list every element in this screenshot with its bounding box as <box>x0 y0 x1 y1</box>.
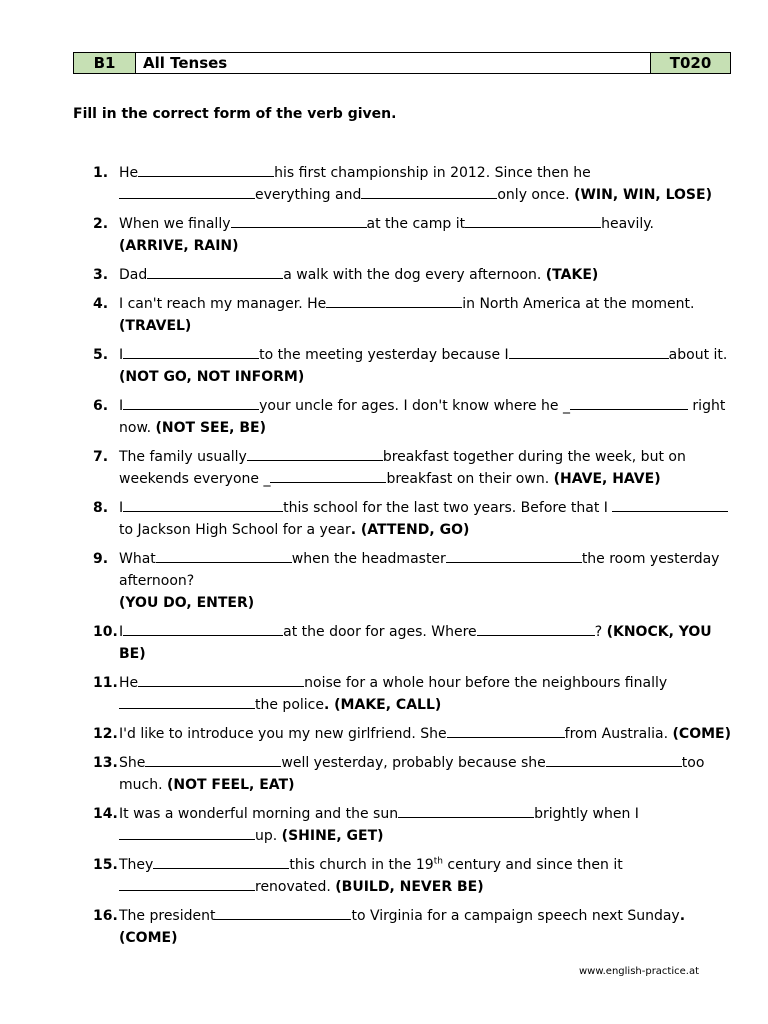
verb-hint: (BUILD, NEVER BE) <box>335 879 484 895</box>
answer-blank[interactable] <box>465 214 601 228</box>
item-text: noise for a whole hour before the neighbours finally <box>304 675 668 691</box>
answer-blank[interactable] <box>361 185 497 199</box>
exercise-item-1 <box>0 162 768 206</box>
verb-hint: (COME) <box>672 726 731 742</box>
answer-blank[interactable] <box>446 549 582 563</box>
answer-blank[interactable] <box>398 804 534 818</box>
item-text: at the camp it <box>366 216 466 232</box>
item-number: 5. <box>93 347 109 363</box>
item-text: century and since then it <box>442 857 623 873</box>
item-text: breakfast on their own. <box>386 471 550 487</box>
item-text: They <box>119 857 154 873</box>
answer-blank[interactable] <box>231 214 367 228</box>
answer-blank[interactable] <box>570 396 688 410</box>
verb-hint: (NOT FEEL, EAT) <box>166 777 295 793</box>
item-text: well yesterday, probably because she <box>281 755 546 771</box>
item-text: this school for the last two years. Before that I <box>283 500 608 516</box>
answer-blank[interactable] <box>123 396 259 410</box>
item-text: this church in the 19 <box>289 857 434 873</box>
answer-blank[interactable] <box>138 673 304 687</box>
item-number: 2. <box>93 216 109 232</box>
exercise-item-11 <box>0 672 768 716</box>
item-text: He <box>119 675 139 691</box>
answer-blank[interactable] <box>153 855 289 869</box>
item-text: Dad <box>119 267 148 283</box>
worksheet-title: All Tenses <box>136 53 650 73</box>
footer-url: www.english-practice.at <box>579 966 700 977</box>
exercise-item-14 <box>0 803 768 847</box>
answer-blank[interactable] <box>145 753 281 767</box>
item-number: 4. <box>93 296 109 312</box>
item-text: When we finally <box>119 216 231 232</box>
item-number: 10. <box>93 624 118 640</box>
item-text: The president <box>119 908 216 924</box>
exercise-item-15 <box>0 854 768 898</box>
item-text: the room yesterday afternoon? <box>119 551 720 589</box>
answer-blank[interactable] <box>447 724 565 738</box>
item-text: breakfast together during the week, but on weekends everyone _ <box>119 449 686 487</box>
answer-blank[interactable] <box>123 622 283 636</box>
item-number: 8. <box>93 500 109 516</box>
item-number: 3. <box>93 267 109 283</box>
item-text: the police <box>255 697 324 713</box>
item-number: 14. <box>93 806 118 822</box>
verb-hint: (KNOCK, YOU BE) <box>119 624 712 662</box>
exercise-item-16 <box>0 905 768 949</box>
item-text: a walk with the dog every afternoon. <box>283 267 542 283</box>
verb-hint: (TRAVEL) <box>119 318 192 334</box>
item-text: heavily. <box>601 216 654 232</box>
item-number: 15. <box>93 857 118 873</box>
answer-blank[interactable] <box>270 469 386 483</box>
verb-hint: (HAVE, HAVE) <box>553 471 661 487</box>
answer-blank[interactable] <box>119 695 255 709</box>
item-text: your uncle for ages. I don't know where he _ <box>259 398 570 414</box>
item-text: to Jackson High School for a year <box>119 522 351 538</box>
exercise-item-4 <box>0 293 768 337</box>
item-text: brightly when I <box>534 806 639 822</box>
item-text: She <box>119 755 146 771</box>
item-text: in North America at the moment. <box>462 296 695 312</box>
item-text: What <box>119 551 156 567</box>
answer-blank[interactable] <box>156 549 292 563</box>
exercise-list <box>0 162 768 949</box>
exercise-item-5 <box>0 344 768 388</box>
item-text: up. <box>255 828 278 844</box>
item-number: 1. <box>93 165 109 181</box>
item-text: his first championship in 2012. Since then he <box>274 165 591 181</box>
verb-hint: . (ATTEND, GO) <box>350 522 470 538</box>
verb-hint: (YOU DO, ENTER) <box>119 595 255 611</box>
exercise-item-2 <box>0 213 768 257</box>
verb-hint: (TAKE) <box>545 267 599 283</box>
exercise-item-13 <box>0 752 768 796</box>
worksheet-code: T020 <box>650 53 730 73</box>
verb-hint: (NOT SEE, BE) <box>155 420 266 436</box>
item-text: I <box>119 347 124 363</box>
verb-hint: (NOT GO, NOT INFORM) <box>119 369 305 385</box>
answer-blank[interactable] <box>326 294 462 308</box>
answer-blank[interactable] <box>509 345 669 359</box>
exercise-item-12 <box>0 723 768 745</box>
exercise-item-7 <box>0 446 768 490</box>
item-text: I'd like to introduce you my new girlfriend. She <box>119 726 447 742</box>
item-text: everything and <box>255 187 362 203</box>
item-text: to Virginia for a campaign speech next Sunday <box>351 908 680 924</box>
item-number: 6. <box>93 398 109 414</box>
item-text: only once. <box>497 187 570 203</box>
item-number: 7. <box>93 449 109 465</box>
ordinal-suffix: th <box>433 856 443 867</box>
answer-blank[interactable] <box>123 345 259 359</box>
answer-blank[interactable] <box>119 826 255 840</box>
exercise-item-6 <box>0 395 768 439</box>
item-text: when the headmaster <box>291 551 446 567</box>
answer-blank[interactable] <box>119 185 255 199</box>
item-text: I <box>119 624 124 640</box>
item-text: from Australia. <box>564 726 669 742</box>
item-number: 11. <box>93 675 118 691</box>
verb-hint: (SHINE, GET) <box>281 828 384 844</box>
item-text: I <box>119 398 124 414</box>
item-text: I can't reach my manager. He <box>119 296 327 312</box>
level-badge: B1 <box>74 53 136 73</box>
answer-blank[interactable] <box>147 265 283 279</box>
item-text: renovated. <box>255 879 331 895</box>
answer-blank[interactable] <box>215 906 351 920</box>
item-number: 12. <box>93 726 118 742</box>
exercise-item-8 <box>0 497 768 541</box>
item-text: He <box>119 165 139 181</box>
exercise-item-3 <box>0 264 768 286</box>
verb-hint: . (MAKE, CALL) <box>323 697 442 713</box>
item-text: about it. <box>668 347 728 363</box>
exercise-item-9 <box>0 548 768 614</box>
verb-hint: (WIN, WIN, LOSE) <box>574 187 712 203</box>
item-number: 9. <box>93 551 109 567</box>
worksheet-header <box>73 52 731 74</box>
item-text: I <box>119 500 124 516</box>
item-text: ? <box>594 624 603 640</box>
answer-blank[interactable] <box>138 163 274 177</box>
verb-hint: . (COME) <box>119 908 686 946</box>
item-number: 16. <box>93 908 118 924</box>
item-text: too much. <box>119 755 705 793</box>
answer-blank[interactable] <box>477 622 595 636</box>
answer-blank[interactable] <box>546 753 682 767</box>
instruction-text: Fill in the correct form of the verb given. <box>73 106 397 122</box>
item-text: right now. <box>119 398 726 436</box>
item-text: The family usually <box>119 449 247 465</box>
item-text: at the door for ages. Where <box>283 624 477 640</box>
answer-blank[interactable] <box>119 877 255 891</box>
answer-blank[interactable] <box>123 498 283 512</box>
answer-blank[interactable] <box>247 447 383 461</box>
answer-blank[interactable] <box>612 498 728 512</box>
item-number: 13. <box>93 755 118 771</box>
item-text: It was a wonderful morning and the sun <box>119 806 399 822</box>
verb-hint: (ARRIVE, RAIN) <box>119 238 239 254</box>
item-text: to the meeting yesterday because I <box>259 347 509 363</box>
exercise-item-10 <box>0 621 768 665</box>
